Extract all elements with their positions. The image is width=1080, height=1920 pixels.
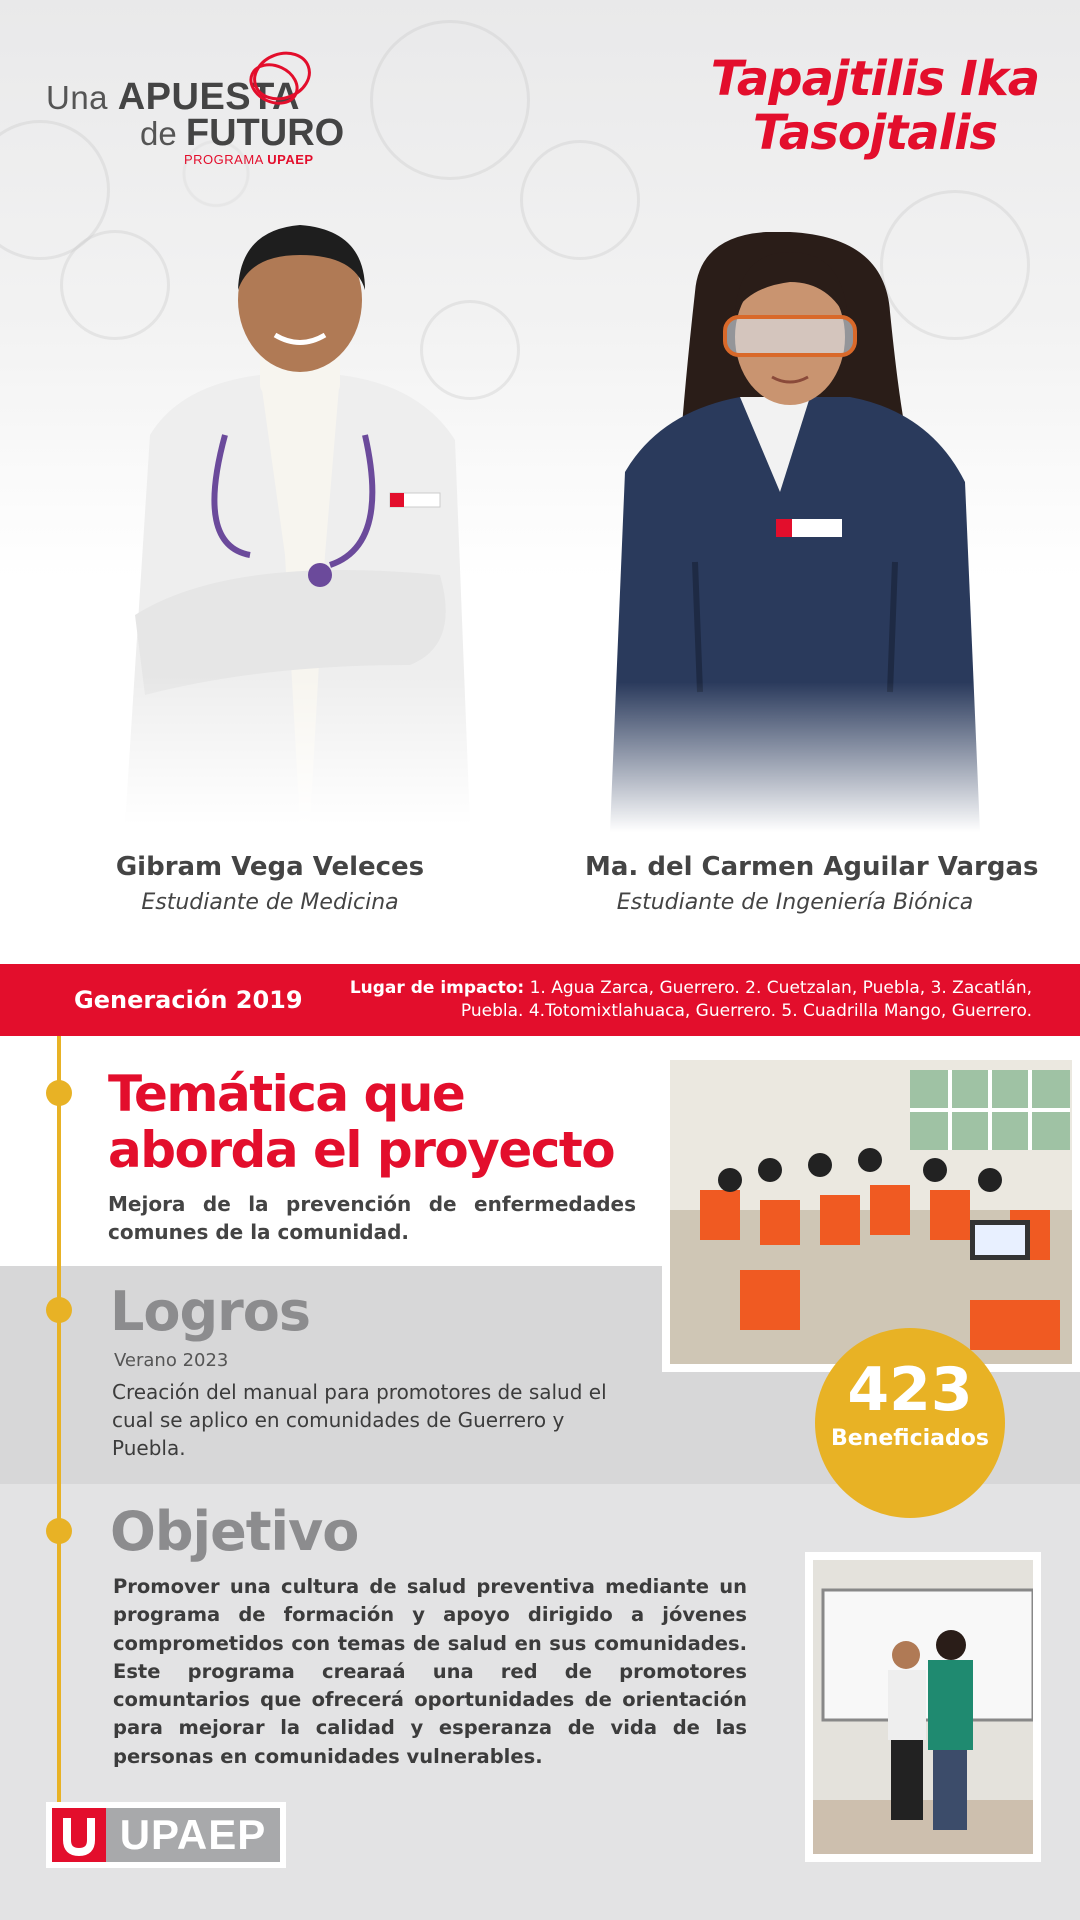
logo-line3-prefix: PROGRAMA [184,152,264,167]
generation-label: Generación 2019 [74,986,303,1014]
student-role: Estudiante de Ingeniería Biónica [616,890,974,915]
logo-line3-bold: UPAEP [267,152,314,167]
intertwined-rings-icon [242,48,314,110]
tematica-text: Mejora de la prevención de enfermedades comunes de la comunidad. [108,1192,636,1244]
student-name: Ma. del Carmen Aguilar Vargas [585,852,1039,882]
impact-text: 1. Agua Zarca, Guerrero. 2. Cuetzalan, Puebla, 3. Zacatlán, Puebla. 4.Totomixtlahuaca, Guerrero. 5. Cuadrilla Mango, Guerrero. [460,978,1032,1021]
timeline-dot [46,1518,72,1544]
classroom-photo-icon [670,1060,1072,1364]
tematica-heading: Temática que aborda el proyecto [108,1065,615,1179]
logo-line2-bold: FUTURO [185,112,345,154]
objetivo-heading: Objetivo [110,1500,359,1563]
una-apuesta-de-futuro-logo [46,48,345,168]
project-title-line1: Tapajtilis Ika [710,51,1040,107]
project-title-line2: Tasojtalis [752,105,998,161]
classroom-photo [662,1052,1080,1372]
logo-line1-bold: APUESTA [117,76,300,118]
project-title [690,52,1060,160]
student-photo-icon [110,225,490,825]
timeline-dot [46,1080,72,1106]
generation-band [0,964,1080,1036]
health-check-photo-icon [813,1560,1033,1854]
beneficiados-badge [815,1328,1005,1518]
timeline-dot [46,1297,72,1323]
timeline-line [57,1036,61,1806]
upaep-logo [46,1802,286,1868]
student-name: Gibram Vega Veleces [115,852,425,882]
background-swirl [370,20,530,180]
logo-line1-prefix: Una [46,79,109,116]
health-check-photo [805,1552,1041,1862]
logros-text: Creación del manual para promotores de salud el cual se aplico en comunidades de Guerrero y Puebla. [112,1380,607,1460]
logros-period: Verano 2023 [114,1350,229,1371]
upaep-u-icon [52,1808,106,1862]
impact-label: Lugar de impacto: [349,978,525,998]
student-role: Estudiante de Medicina [141,890,399,915]
logo-line2-prefix: de [140,115,177,152]
objetivo-text: Promover una cultura de salud preventiva mediante un programa de formación y apoyo dirigido a jóvenes comprometidos con temas de salud en sus comunidades. Este programa crearaá una red de promotores comuntarios que ofrecerá oportunidades de orientación para mejorar la calidad y esperanza de vida de las personas en comunidades vulnerables. [113,1575,747,1768]
upaep-logo-text: UPAEP [106,1808,280,1862]
beneficiados-count: 423 [847,1355,973,1425]
student-photo-icon [600,232,990,832]
beneficiados-label: Beneficiados [831,1426,989,1451]
logros-heading: Logros [110,1280,311,1343]
impact-places [312,977,1032,1023]
